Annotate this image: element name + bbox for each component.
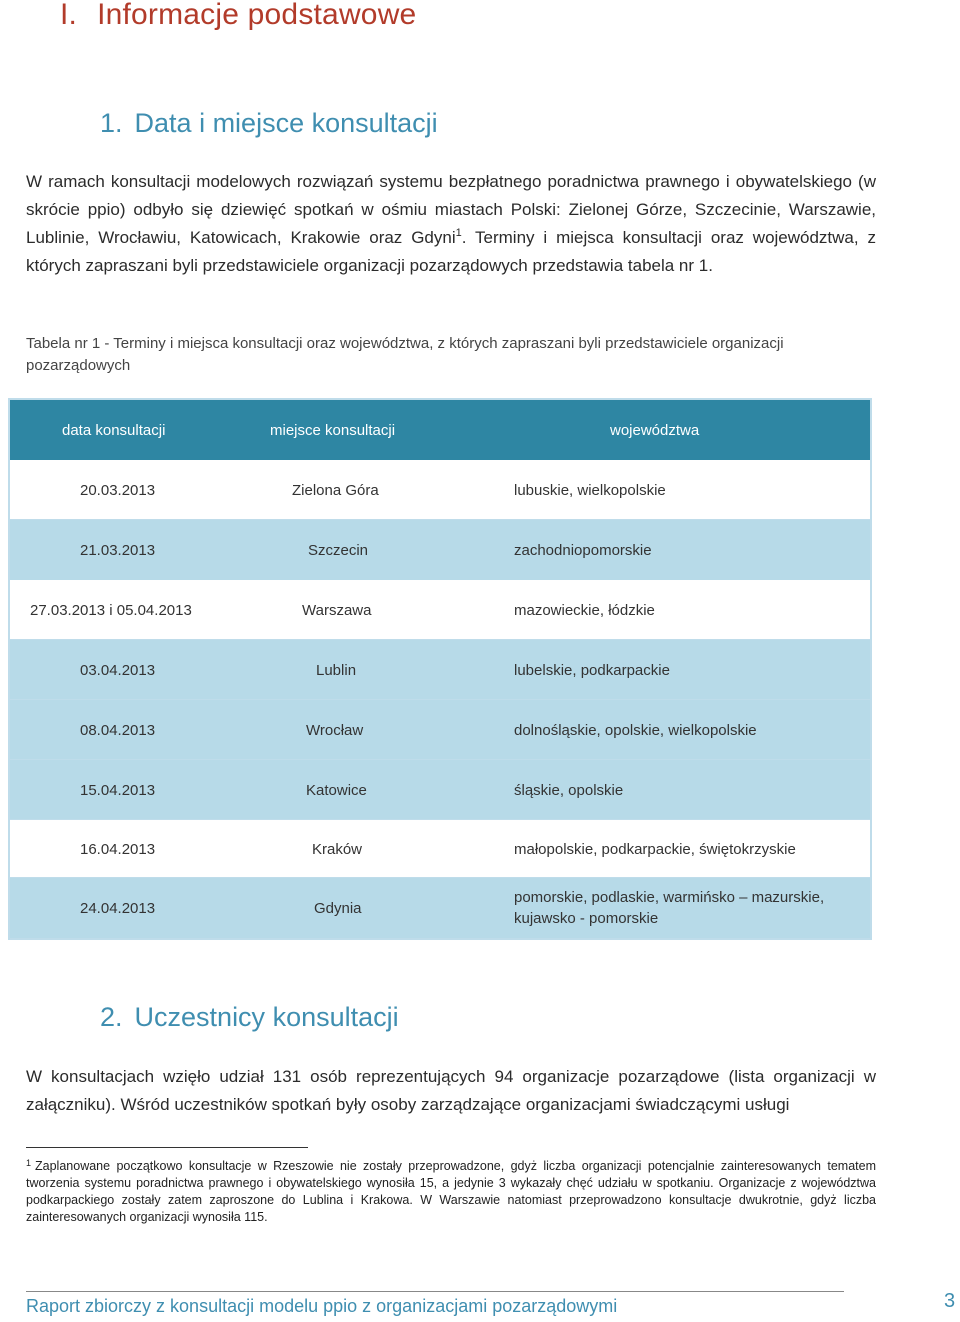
section-title: Informacje podstawowe xyxy=(97,0,417,31)
intro-text-part-2: . Terminy i miejsca konsultacji oraz województwa, z których zapraszani byli przedstawiciele organizacji pozarządowych przedstawia tabela nr 1. xyxy=(26,228,876,275)
footnote-separator xyxy=(26,1147,308,1148)
footnote-number: 1 xyxy=(26,1158,32,1168)
footnote xyxy=(26,1158,876,1226)
footer-rule xyxy=(26,1291,844,1292)
row-regions: lubuskie, wielkopolskie xyxy=(514,481,666,499)
row-place: Kraków xyxy=(312,840,363,858)
subsection-heading-2 xyxy=(100,1002,399,1033)
table-row xyxy=(10,460,870,520)
page-number: 3 xyxy=(944,1290,956,1312)
table-header-row xyxy=(10,400,870,460)
row-place: Katowice xyxy=(306,781,367,799)
subsection-2-number: 2. xyxy=(100,1002,123,1032)
row-regions: lubelskie, podkarpackie xyxy=(514,661,670,679)
footnote-reference[interactable]: 1 xyxy=(455,227,462,239)
row-place: Szczecin xyxy=(308,541,369,559)
row-place: Lublin xyxy=(316,661,357,679)
row-regions: małopolskie, podkarpackie, świętokrzyskie xyxy=(514,840,796,858)
row-place: Wrocław xyxy=(306,721,364,739)
row-place: Warszawa xyxy=(302,601,372,619)
footer-title: Raport zbiorczy z konsultacji modelu ppio z organizacjami pozarządowymi xyxy=(26,1296,618,1316)
header-place: miejsce konsultacji xyxy=(270,421,396,439)
footnote-text: Zaplanowane początkowo konsultacje w Rzeszowie nie zostały przeprowadzone, gdyż liczba organizacji potencjalnie zainteresowanych tematem tworzenia systemu poradnictwa prawnego i obywatelskiego wynosiła 15, a jedynie 3 wykazały chęć udziału w spotkaniu. Organizacje z województwa podkarpackiego zostały zatem zaproszone do Lublina i Krakowa. W Warszawie natomiast przeprowadzono konsultacje dwukrotnie, gdyż liczba zainteresowanych organizacji wynosiła 115. xyxy=(26,1159,876,1224)
table-row xyxy=(10,640,870,700)
subsection-heading-1 xyxy=(100,108,438,139)
header-regions: województwa xyxy=(610,421,700,439)
intro-text-part-1: W ramach konsultacji modelowych rozwiązań systemu bezpłatnego poradnictwa prawnego i obywatelskiego (w skrócie ppio) odbyło się dziewięć spotkań w ośmiu miastach Polski: Zielonej Górze, Szczecinie, Warszawie, Lublinie, Wrocławiu, Katowicach, Krakowie oraz Gdyni xyxy=(26,172,876,247)
row-date: 24.04.2013 xyxy=(80,899,156,917)
table-row xyxy=(10,760,870,820)
subsection-2-title: Uczestnicy konsultacji xyxy=(134,1002,399,1032)
row-regions: zachodniopomorskie xyxy=(514,541,652,559)
table-row xyxy=(10,878,870,938)
table-row xyxy=(10,820,870,878)
row-place: Zielona Góra xyxy=(292,481,379,499)
table-caption: Tabela nr 1 - Terminy i miejsca konsultacji oraz województwa, z których zapraszani byli przedstawiciele organizacji pozarządowych xyxy=(26,335,784,374)
row-date: 08.04.2013 xyxy=(80,721,156,739)
row-place: Gdynia xyxy=(314,899,362,917)
table-row xyxy=(10,580,870,640)
subsection-1-title: Data i miejsce konsultacji xyxy=(134,108,438,138)
row-date: 15.04.2013 xyxy=(80,781,156,799)
header-date: data konsultacji xyxy=(62,421,166,439)
row-regions: pomorskie, podlaskie, warmińsko – mazurskie, kujawsko - pomorskie xyxy=(514,889,825,927)
table-row xyxy=(10,520,870,580)
row-regions: mazowieckie, łódzkie xyxy=(514,601,655,619)
row-date: 20.03.2013 xyxy=(80,481,156,499)
consultation-table xyxy=(8,398,872,940)
row-regions: śląskie, opolskie xyxy=(514,781,624,799)
row-date: 21.03.2013 xyxy=(80,541,156,559)
section-number: I. xyxy=(60,0,78,31)
participants-paragraph: W konsultacjach wzięło udział 131 osób reprezentujących 94 organizacje pozarządowe (lista organizacji w załączniku). Wśród uczestników spotkań były osoby zarządzające organizacjami świadczącymi usługi xyxy=(26,1067,876,1114)
table-row xyxy=(10,700,870,760)
row-date: 03.04.2013 xyxy=(80,661,156,679)
subsection-1-number: 1. xyxy=(100,108,123,138)
row-date: 16.04.2013 xyxy=(80,840,156,858)
section-heading xyxy=(60,0,416,32)
intro-paragraph xyxy=(26,168,876,280)
row-date: 27.03.2013 i 05.04.2013 xyxy=(30,601,192,619)
row-regions: dolnośląskie, opolskie, wielkopolskie xyxy=(514,721,757,739)
